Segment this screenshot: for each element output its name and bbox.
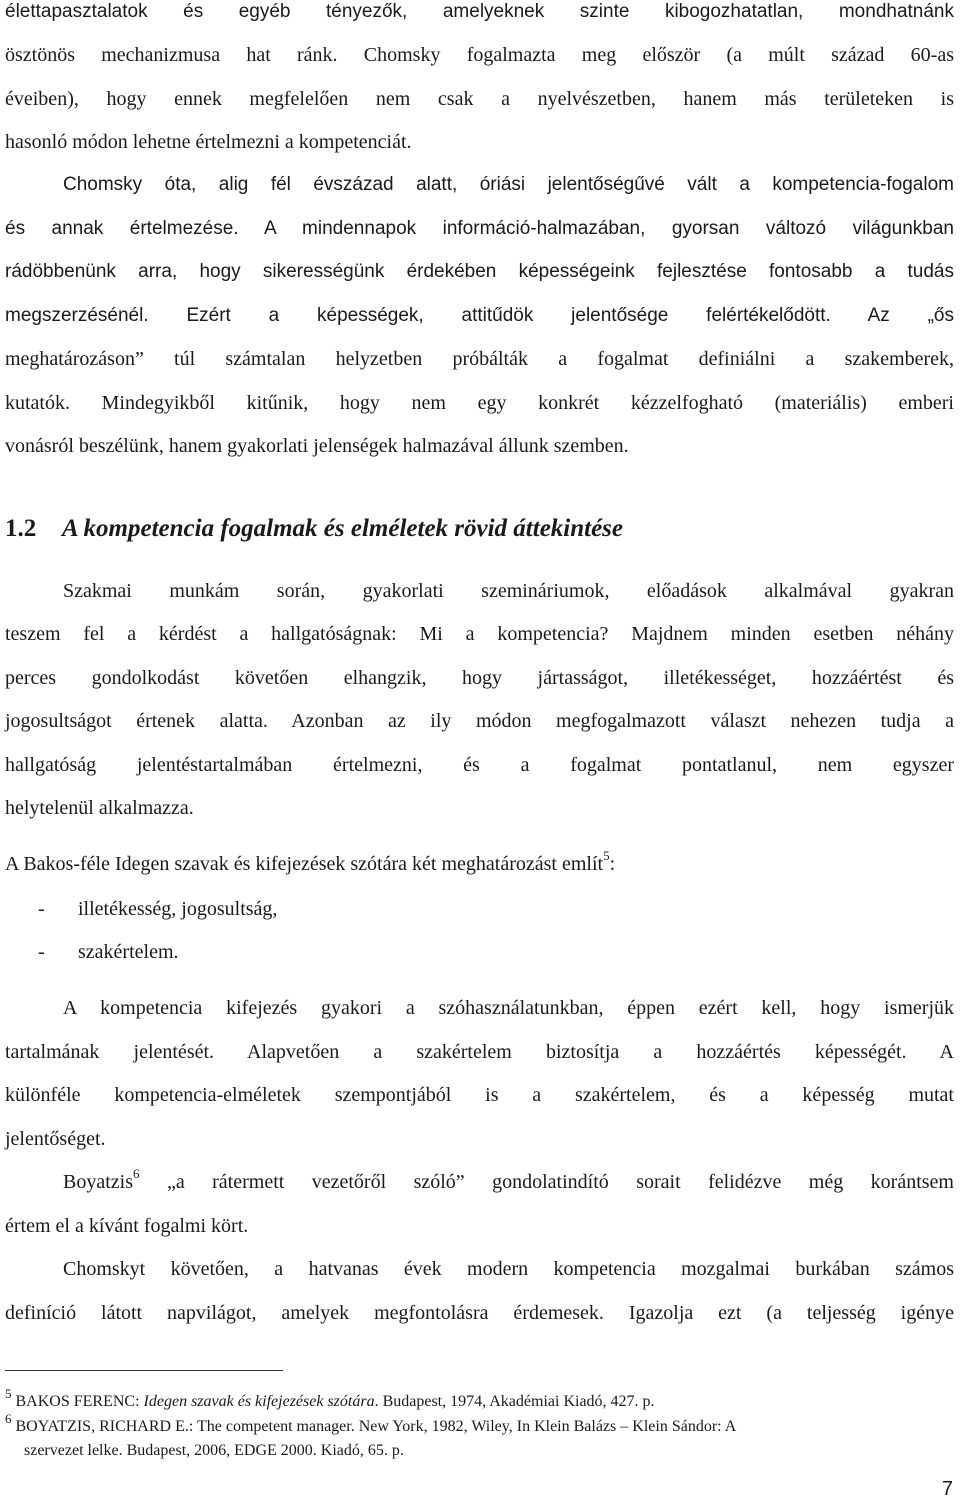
paragraph-line: megszerzésénél. Ezért a képességek, attitűdök jelentősége felértékelődött. Az „ős [5, 305, 954, 326]
list-item [38, 940, 179, 964]
paragraph-line: teszem fel a kérdést a hallgatóságnak: Mi a kompetencia? Majdnem minden esetben néhány [5, 623, 954, 645]
paragraph-line: meghatározáson” túl számtalan helyzetben próbálták a fogalmat definiálni a szakemberek, [5, 348, 954, 370]
footnote-separator [5, 1370, 283, 1371]
paragraph-line [5, 848, 954, 876]
paragraph-line: ösztönös mechanizmusa hat ránk. Chomsky fogalmazta meg először (a múlt század 60-as [5, 44, 954, 66]
footnote-6 [5, 1410, 955, 1437]
paragraph-line: A kompetencia kifejezés gyakori a szóhasználatunkban, éppen ezért kell, hogy ismerjük [63, 997, 954, 1019]
footnote-author: BAKOS FERENC: [15, 1393, 140, 1410]
footnote-ref-5[interactable]: 5 [603, 848, 610, 864]
paragraph-line: Chomskyt követően, a hatvanas évek modern kompetencia mozgalmai burkában számos [63, 1258, 954, 1280]
paragraph-line: kutatók. Mindegyikből kitűnik, hogy nem egy konkrét kézzelfogható (materiális) emberi [5, 392, 954, 414]
paragraph-text: : [609, 853, 616, 875]
footnote-text: The competent manager. New York, 1982, Wiley, In Klein Balázs – Klein Sándor: A [193, 1418, 737, 1435]
page-number: 7 [941, 1478, 953, 1500]
paragraph-text: „a rátermett vezetőről szóló” gondolatindító sorait felidézve még korántsem [139, 1171, 954, 1193]
paragraph-line: Chomsky óta, alig fél évszázad alatt, óriási jelentőségűvé vált a kompetencia-fogalom [63, 174, 954, 195]
footnote-ref-6[interactable]: 6 [133, 1166, 140, 1182]
footnote-number: 5 [5, 1385, 12, 1401]
paragraph-line: hasonló módon lehetne értelmezni a kompetenciát. [5, 131, 412, 153]
paragraph-text: Boyatzis [63, 1171, 133, 1193]
paragraph-line: helytelenül alkalmazza. [5, 797, 194, 819]
footnote-5 [5, 1385, 955, 1412]
section-title: A kompetencia fogalmak és elméletek rövid áttekintése [62, 515, 624, 542]
footnote-title: Idegen szavak és kifejezések szótára [143, 1393, 375, 1410]
footnote-text: . Budapest, 1974, Akadémiai Kiadó, 427. p. [374, 1393, 655, 1410]
paragraph-line: éveiben), hogy ennek megfelelően nem csak a nyelvészetben, hanem más területeken is [5, 88, 954, 110]
footnote-6-continued: szervezet lelke. Budapest, 2006, EDGE 2000. Kiadó, 65. p. [24, 1442, 404, 1459]
paragraph-line: különféle kompetencia-elméletek szempontjából is a szakértelem, és a képesség mutat [5, 1084, 954, 1106]
list-dash: - [38, 898, 45, 920]
paragraph-line [63, 1166, 954, 1194]
list-dash: - [38, 941, 45, 963]
paragraph-line: jelentőséget. [5, 1128, 106, 1150]
paragraph-line: élettapasztalatok és egyéb tényezők, amelyeknek szinte kibogozhatatlan, mondhatnánk [5, 1, 954, 22]
list-item-text: szakértelem. [78, 941, 179, 963]
paragraph-line: és annak értelmezése. A mindennapok információ-halmazában, gyorsan változó világunkban [5, 218, 954, 239]
paragraph-line: jogosultságot értenek alatta. Azonban az ily módon megfogalmazott választ nehezen tudja a [5, 710, 954, 732]
paragraph-line: tartalmának jelentését. Alapvetően a szakértelem biztosítja a hozzáértés képességét. A [5, 1041, 954, 1063]
paragraph-line: értem el a kívánt fogalmi kört. [5, 1215, 249, 1237]
paragraph-line: definíció látott napvilágot, amelyek megfontolásra érdemesek. Igazolja ezt (a teljesség igénye [5, 1302, 954, 1324]
paragraph-line: hallgatóság jelentéstartalmában értelmezni, és a fogalmat pontatlanul, nem egyszer [5, 754, 954, 776]
list-item [38, 897, 277, 921]
paragraph-line: rádöbbenünk arra, hogy sikerességünk érdekében képességeink fejlesztése fontosabb a tudás [5, 261, 954, 282]
list-item-text: illetékesség, jogosultság, [78, 898, 278, 920]
footnote-author: BOYATZIS, RICHARD E.: [15, 1418, 194, 1435]
paragraph-line: perces gondolkodást követően elhangzik, hogy jártasságot, illetékességet, hozzáértést és [5, 667, 954, 689]
section-number: 1.2 [5, 515, 37, 542]
section-heading [5, 515, 623, 543]
paragraph-text: A Bakos-féle Idegen szavak és kifejezések szótára két meghatározást említ [5, 853, 604, 875]
paragraph-line: Szakmai munkám során, gyakorlati szemináriumok, előadások alkalmával gyakran [63, 580, 954, 602]
footnote-number: 6 [5, 1410, 12, 1426]
paragraph-line: vonásról beszélünk, hanem gyakorlati jelenségek halmazával állunk szemben. [5, 435, 629, 457]
